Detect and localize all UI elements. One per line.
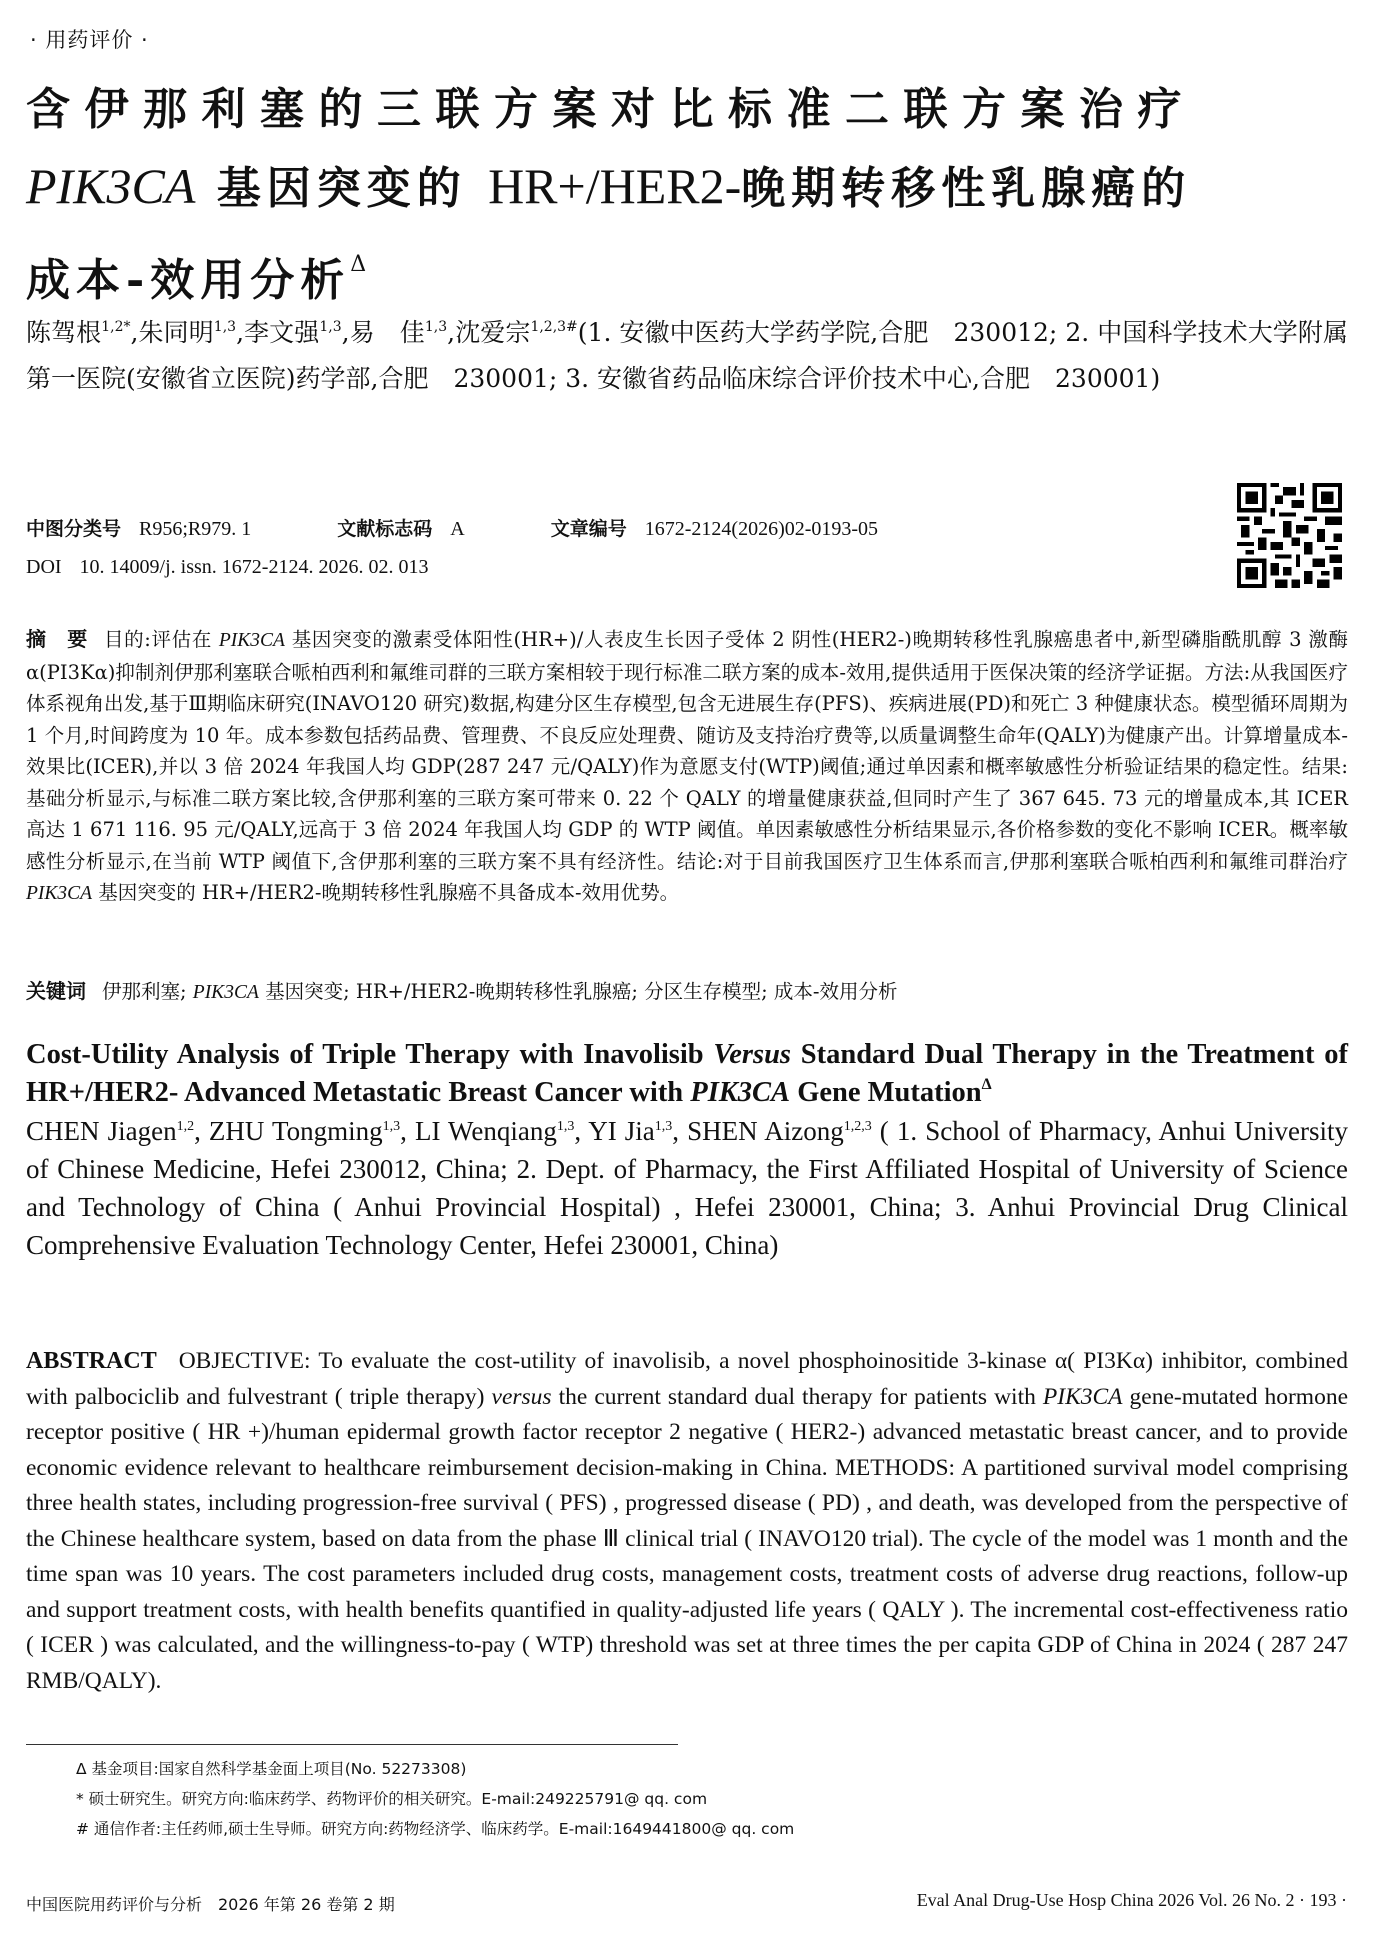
doi-label: DOI [26, 556, 62, 578]
author-name: 朱同明 [138, 318, 214, 347]
author-name: 易 佳 [349, 318, 425, 347]
chinese-authors [26, 310, 1348, 402]
author-affiliation-mark: 1,2* [101, 319, 131, 335]
author-name: 李文强 [244, 318, 320, 347]
separator: , [447, 318, 456, 347]
abstract-text: the current standard dual therapy for patients with [551, 1383, 1043, 1410]
author-affiliation-mark: 1,3 [213, 319, 237, 335]
english-abstract [26, 1344, 1348, 1699]
title-text: Gene Mutation [790, 1077, 982, 1108]
author-name: LI Wenqiang [414, 1116, 557, 1146]
classification-row [26, 510, 1206, 548]
abstract-italic: versus [491, 1383, 552, 1410]
author-affiliation-mark: 1,2 [176, 1119, 195, 1134]
separator: , [341, 318, 350, 347]
title-text: Cost-Utility Analysis of Triple Therapy with Inavolisib [26, 1039, 714, 1070]
footer-journal-en: Eval Anal Drug-Use Hosp China 2026 Vol. 26 No. 2 · 193 · [916, 1890, 1347, 1910]
separator: , [672, 1116, 688, 1146]
clc-label: 中图分类号 [26, 518, 122, 540]
author-name: YI Jia [588, 1116, 655, 1146]
chinese-title [26, 72, 1348, 319]
abstract-label: 摘 要 [26, 627, 88, 651]
english-authors [26, 1112, 1348, 1264]
article-no-label: 文章编号 [550, 518, 627, 540]
english-title [26, 1036, 1348, 1112]
chinese-title-line-3 [26, 227, 1348, 319]
qr-code-icon[interactable] [1237, 483, 1342, 588]
author-affiliation-mark: 1,3 [654, 1119, 673, 1134]
separator: , [194, 1116, 209, 1146]
author-name: SHEN Aizong [687, 1116, 844, 1146]
footnotes [76, 1754, 1076, 1844]
keywords-label: 关键词 [26, 979, 86, 1003]
gene-name: PIK3CA [192, 982, 259, 1003]
title-italic: Versus [713, 1039, 792, 1070]
abstract-text: 目的:评估在 [103, 628, 219, 651]
separator: , [574, 1116, 589, 1146]
author-affiliation-mark: 1,3 [382, 1119, 401, 1134]
author-affiliation-mark: 1,3 [424, 319, 448, 335]
chinese-keywords [26, 976, 1348, 1008]
doi-value[interactable]: 10. 14009/j. issn. 1672-2124. 2026. 02. 013 [79, 556, 429, 578]
author-affiliation-mark: 1,3 [556, 1119, 575, 1134]
abstract-label: ABSTRACT [26, 1348, 157, 1374]
footer-journal-cn: 中国医院用药评价与分析 2026 年第 26 卷第 2 期 [26, 1895, 395, 1914]
affiliations: ( 1. School of Pharmacy, Anhui University of Chinese Medicine, Hefei 230012, China; 2. Dept. of Pharmacy, the First Affiliated Hospital of University of Science and Technology of China ( Anhui Provincial Hospital) , Hefei 230001, China; 3. Anhui Provincial Drug Clinical Comprehensive Evaluation Technology Center, Hefei 230001, China) [26, 1116, 1349, 1260]
gene-name: PIK3CA [690, 1077, 791, 1108]
article-no-value: 1672-2124(2026)02-0193-05 [644, 518, 879, 540]
footnote-first-author: * 硕士研究生。研究方向:临床药学、药物评价的相关研究。E-mail:249225791@ qq. com [76, 1790, 708, 1808]
gene-name: PIK3CA [26, 158, 196, 214]
gene-name: PIK3CA [26, 883, 93, 904]
author-name: 沈爱宗 [455, 318, 531, 347]
author-affiliation-mark: 1,2,3# [530, 319, 578, 335]
keyword-text: 基因突变; HR+/HER2-晚期转移性乳腺癌; 分区生存模型; 成本-效用分析 [258, 980, 898, 1003]
author-affiliation-mark: 1,3 [319, 319, 342, 335]
title-text: 基因突变的 [195, 163, 489, 214]
affiliations: (1. 安徽中医药大学药学院,合肥 230012; 2. 中国科学技术大学附属第一医院(安徽省立医院)药学部,合肥 230001; 3. 安徽省药品临床综合评价技术中心,合肥 230001) [26, 318, 1348, 393]
article-metadata [26, 510, 1206, 586]
separator: , [400, 1116, 415, 1146]
author-name: 陈驾根 [26, 318, 102, 347]
fund-mark: Δ [350, 252, 373, 277]
receptor-status: HR+/HER2- [488, 158, 742, 214]
column-tag: · 用药评价 · [30, 28, 149, 52]
clc-value: R956;R979. 1 [139, 518, 252, 540]
chinese-abstract [26, 624, 1348, 910]
author-name: ZHU Tongming [208, 1116, 383, 1146]
title-text: 晚期转移性乳腺癌的 [741, 163, 1192, 214]
title-text: 成本-效用分析 [26, 255, 351, 306]
abstract-text: 基因突变的 HR+/HER2-晚期转移性乳腺癌不具备成本-效用优势。 [92, 881, 680, 904]
doc-code-value: A [450, 518, 465, 540]
keyword-text: 伊那利塞; [102, 980, 193, 1003]
doc-code-label: 文献标志码 [337, 518, 433, 540]
separator: , [130, 318, 139, 347]
gene-name: PIK3CA [1042, 1383, 1123, 1410]
footnote-corresponding-author: # 通信作者:主任药师,硕士生导师。研究方向:药物经济学、临床药学。E-mail:1649441800@ qq. com [76, 1820, 795, 1838]
fund-mark: Δ [981, 1076, 992, 1093]
title-text: Standard Dual Therapy in the Treatment of HR+/HER2- Advanced Metastatic Breast Cancer with [26, 1039, 1348, 1108]
doi-row [26, 548, 1206, 586]
abstract-text: OBJECTIVE: To evaluate the cost-utility of inavolisib, a novel phosphoinositide 3-kinase α( PI3Kα) inhibitor, combined with palbociclib and fulvestrant ( triple therapy) [26, 1348, 1348, 1410]
abstract-text: gene-mutated hormone receptor positive ( HR +)/human epidermal growth factor receptor 2 negative ( HER2-) advanced metastatic breast cancer, and to provide economic evidence relevant to healthcare reimbursement decision-making in China. METHODS: A partitioned survival model comprising three health states, including progression-free survival ( PFS) , progressed disease ( PD) , and death, was developed from the perspective of the Chinese healthcare system, based on data from the phase Ⅲ clinical trial ( INAVO120 trial). The cycle of the model was 1 month and the time span was 10 years. The cost parameters included drug costs, management costs, treatment costs of adverse drug reactions, follow-up and support treatment costs, with health benefits quantified in quality-adjusted life years ( QALY ). The incremental cost-effectiveness ratio ( ICER ) was calculated, and the willingness-to-pay ( WTP) threshold was set at three times the per capita GDP of China in 2024 ( 287 247 RMB/QALY). [26, 1383, 1349, 1694]
author-affiliation-mark: 1,2,3 [843, 1119, 872, 1134]
gene-name: PIK3CA [218, 630, 285, 651]
footnote-divider [26, 1744, 678, 1745]
footnote-fund: Δ 基金项目:国家自然科学基金面上项目(No. 52273308) [76, 1760, 467, 1778]
chinese-title-line-1: 含伊那利塞的三联方案对比标准二联方案治疗 [26, 84, 1196, 135]
separator: , [236, 318, 245, 347]
author-name: CHEN Jiagen [26, 1116, 177, 1146]
abstract-text: 基因突变的激素受体阳性(HR+)/人表皮生长因子受体 2 阴性(HER2-)晚期转移性乳腺癌患者中,新型磷脂酰肌醇 3 激酶 α(PI3Kα)抑制剂伊那利塞联合哌柏西利和氟维司群的三联方案相较于现行标准二联方案的成本-效用,提供适用于医保决策的经济学证据。方法:从我国医疗体系视角出发,基于Ⅲ期临床研究(INAVO120 研究)数据,构建分区生存模型,包含无进展生存(PFS)、疾病进展(PD)和死亡 3 种健康状态。模型循环周期为 1 个月,时间跨度为 10 年。成本参数包括药品费、管理费、不良反应处理费、随访及支持治疗费等,以质量调整生命年(QALY)为健康产出。计算增量成本-效果比(ICER),并以 3 倍 2024 年我国人均 GDP(287 247 元/QALY)作为意愿支付(WTP)阈值;通过单因素和概率敏感性分析验证结果的稳定性。结果:基础分析显示,与标准二联方案比较,含伊那利塞的三联方案可带来 0. 22 个 QALY 的增量健康获益,但同时产生了 367 645. 73 元的增量成本,其 ICER 高达 1 671 116. 95 元/QALY,远高于 3 倍 2024 年我国人均 GDP 的 WTP 阈值。单因素敏感性分析结果显示,各价格参数的变化不影响 ICER。概率敏感性分析显示,在当前 WTP 阈值下,含伊那利塞的三联方案不具有经济性。结论:对于目前我国医疗卫生体系而言,伊那利塞联合哌柏西利和氟维司群治疗 [26, 628, 1348, 873]
chinese-title-line-2 [26, 148, 1348, 227]
